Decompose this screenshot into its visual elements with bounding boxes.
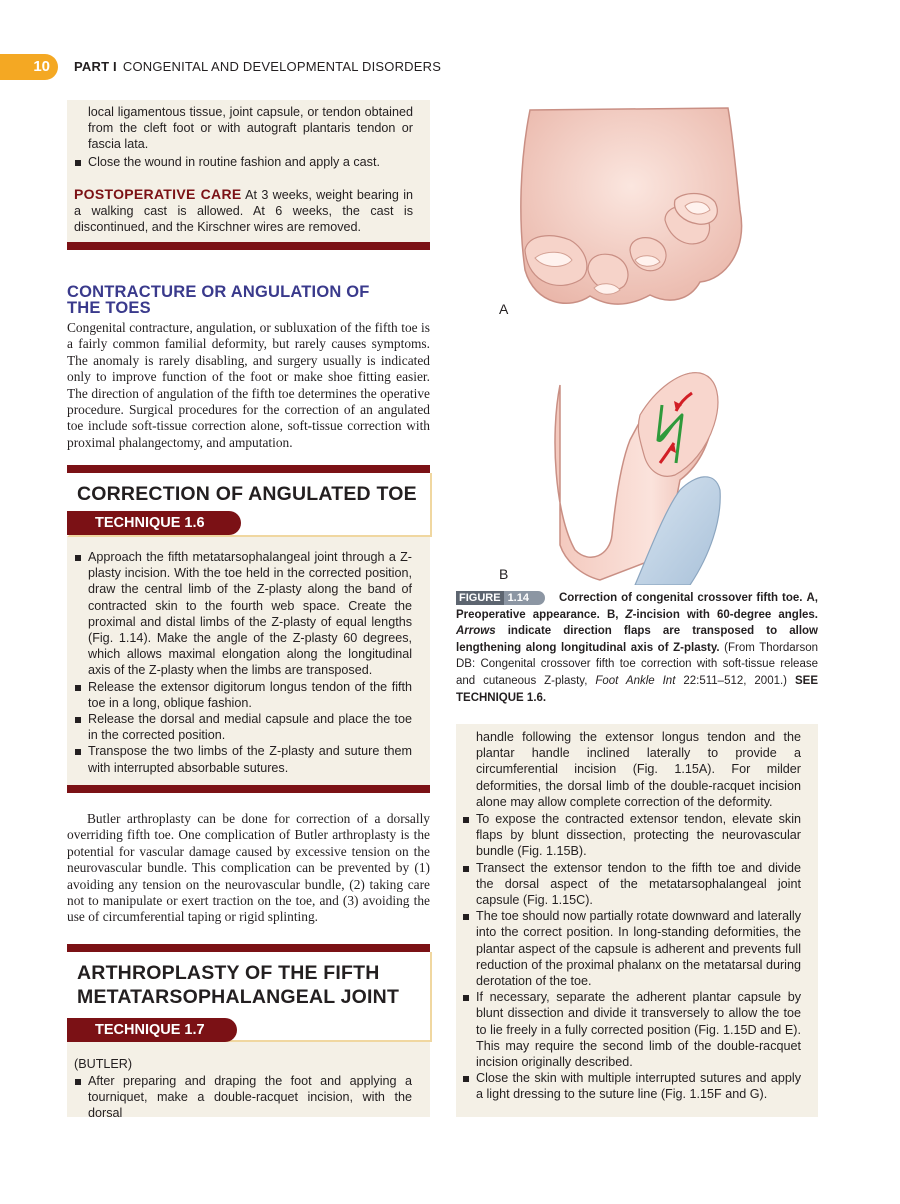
technique-label: TECHNIQUE 1.6 [67,511,241,535]
caption-a-label: A, [806,592,818,604]
technique-1-7-box [67,952,430,1121]
bullet-list [462,811,801,1103]
bullet-list [74,154,413,170]
list-item: Close the wound in routine fashion and apply a cast. [74,154,413,170]
technique-author: (BUTLER) [74,1057,133,1071]
list-item: Close the skin with multiple interrupted sutures and apply a light dressing to the suture line (Fig. 1.15F and G). [462,1070,801,1102]
figure-number: 1.14 [504,591,545,605]
technique-continuation-box [67,100,430,250]
list-item: If necessary, separate the adherent plantar capsule by blunt dissection and divide it transversely to allow the toe to lie freely in a fully corrected position (Fig. 1.15D and E). This may require the second limb of the double-racquet incision originally described. [462,989,801,1070]
caption-journal: Foot Ankle Int [595,674,676,687]
caption-b-text: -incision with 60-degree angles. [632,608,818,621]
butler-paragraph: Butler arthroplasty can be done for correction of a dorsally overriding fifth toe. One complication of Butler arthroplasty is the potential for vascular damage caused by excessive tension on the neurovascular bundle. This complication can be prevented by (1) avoiding any tension on the neurovascular bundle, (2) taking care not to manipulate or exert traction on the toe, and (3) avoiding the use of circumferential taping or rigid splinting. [67,811,430,925]
technique-title-line-1: ARTHROPLASTY OF THE FIFTH [77,962,380,984]
caption-b-italic: Z [625,608,633,621]
continuation-text: local ligamentous tissue, joint capsule, or tendon obtained from the cleft foot or with autograft plantaris tendon or fascia lata. [88,105,413,152]
list-item: To expose the contracted extensor tendon, elevate skin flaps by blunt dissection, protecting the neurovascular bundle (Fig. 1.15B). [462,811,801,860]
caption-source: (From Thordarson DB: Congenital crossover fifth toe correction with soft-tissue release and cutaneous Z-plasty, [456,641,818,687]
page-number: 10 [0,54,58,80]
part-label: PART I [74,59,117,74]
technique-top-bar [67,465,430,473]
list-item: Release the extensor digitorum longus tendon of the fifth toe in a long, oblique fashion. [74,679,412,711]
caption-b-label: B, [606,608,619,621]
caption-see-technique: SEE TECHNIQUE 1.6. [456,674,818,704]
section-paragraph: Congenital contracture, angulation, or subluxation of the fifth toe is a fairly common familial deformity, but rarely causes symptoms. The anomaly is rarely disabling, and surgery usually is indicated only to improve function of the foot or make shoe fitting easier. The direction of angulation of the fifth toe determines the operative procedure. Surgical procedures for the correction of an angulated toe include soft-tissue correction alone, soft-tissue correction with proximal phalangectomy, and amputation. [67,320,430,450]
list-item: The toe should now partially rotate downward and laterally into the correct position. In long-standing deformities, the plantar aspect of the capsule is adherent and prevents full reduction of the proximal phalanx on the metatarsal during derotation of the toe. [462,908,801,989]
list-item: Approach the fifth metatarsophalangeal joint through a Z-plasty incision. With the toe held in the corrected position, draw the central limb of the Z-plasty along the band of contracted skin to the fourth web space. Create the proximal and distal limbs of the Z-plasty of equal lengths (Fig. 1.14). Make the angle of the Z-plasty 60 degrees, which allows maximal elongation along the longitudinal axis of the Z-plasty when the limbs are transposed. [74,549,412,679]
continuation-text: handle following the extensor longus tendon and the plantar handle inclined laterally to provide a circumferential incision (Fig. 1.15A). For milder deformities, the dorsal limb of the double-racquet incision alone may allow complete correction of the deformity. [476,730,801,809]
caption-arrows-text: indicate direction flaps are transposed to allow lengthening along longitudinal axis of Z-plasty. [456,625,818,654]
postop-text: At 3 weeks, weight bearing in a walking cast is allowed. At 6 weeks, the cast is discontinued, and the Kirschner wires are removed. [74,188,413,235]
list-item: Transect the extensor tendon to the fifth toe and divide the dorsal aspect of the metatarsophalangeal joint capsule (Fig. 1.15C). [462,860,801,909]
technique-title: CORRECTION OF ANGULATED TOE [77,483,417,505]
figure-label-b: B [499,566,509,582]
technique-1-6-box [67,473,430,793]
technique-1-7-continuation-box [456,724,818,1117]
figure-badge: FIGURE [456,591,504,605]
bullet-list [74,549,412,776]
list-item: Transpose the two limbs of the Z-plasty and suture them with interrupted absorbable sutures. [74,743,412,775]
caption-source-cont: 22:511–512, 2001.) [683,674,788,687]
figure-caption [456,590,818,706]
technique-top-bar [67,944,430,952]
technique-label: TECHNIQUE 1.7 [67,1018,237,1042]
list-item: After preparing and draping the foot and applying a tourniquet, make a double-racquet incision, with the dorsal [74,1073,412,1122]
section-heading: CONTRACTURE OR ANGULATION OF THE TOES [67,283,370,317]
box-end-bar [67,242,430,250]
bullet-list [74,1073,412,1122]
list-item: Release the dorsal and medial capsule and place the toe in the corrected position. [74,711,412,743]
box-end-bar [67,785,430,793]
postoperative-care [74,186,413,236]
figure-title: Correction of congenital crossover fifth toe. [558,592,803,604]
figure-1-14a-illustration [500,100,760,315]
part-title: CONGENITAL AND DEVELOPMENTAL DISORDERS [122,59,442,74]
running-head [74,59,441,74]
technique-title-line-2: METATARSOPHALANGEAL JOINT [77,986,400,1008]
figure-label-a: A [499,301,509,317]
caption-arrows-italic: Arrows [456,625,496,638]
figure-1-14b-illustration [540,345,740,585]
caption-a-text: Preoperative appearance. [456,608,600,621]
postop-label: POSTOPERATIVE CARE [74,186,242,202]
